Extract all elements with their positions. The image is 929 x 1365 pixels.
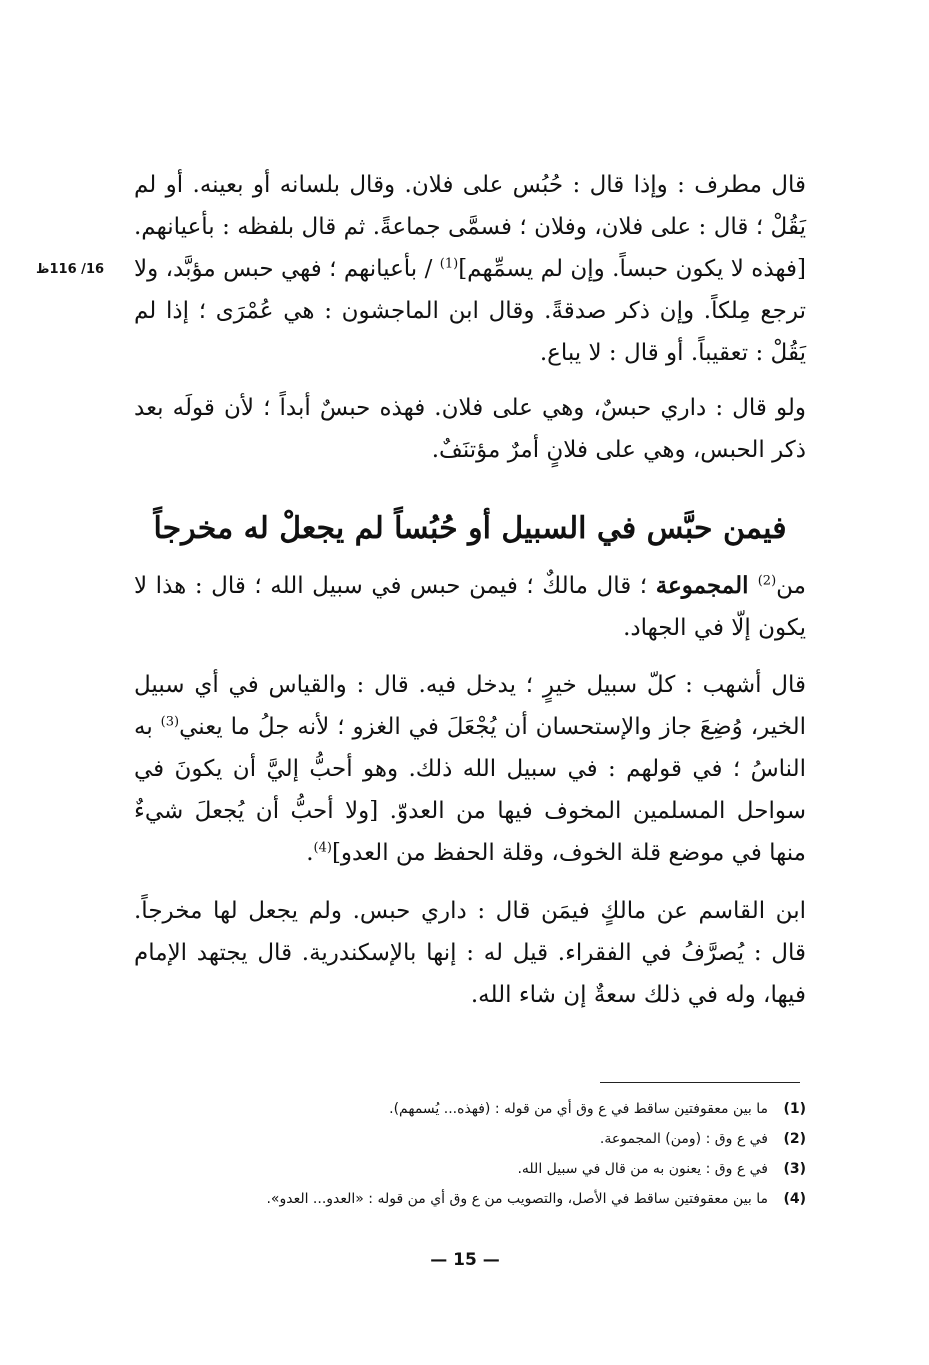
paragraph-1-tail: / بأعيانهم ؛ فهي حبس مؤبَّد، ولا ترجع مِلكاً. وإن ذكر صدقةً. وقال ابن الماجشون : هي عُمْرَى ؛ إذا لم يَقُلْ : تعقيباً. أو قال : لا يباع. bbox=[134, 256, 806, 366]
footnote-number: (2) bbox=[783, 1131, 806, 1147]
margin-note: 16/ 116ظ bbox=[36, 262, 105, 277]
footnote-ref-2[interactable]: (2) bbox=[757, 573, 777, 589]
paragraph-4-c: . bbox=[306, 840, 314, 866]
footnote-text: ما بين معقوفتين ساقط في الأصل، والتصويب من ع وق أي من قوله : «العدو... العدو». bbox=[266, 1191, 768, 1207]
footnote-divider bbox=[600, 1082, 800, 1083]
paragraph-4 bbox=[134, 664, 806, 874]
paragraph-1 bbox=[134, 164, 806, 374]
footnote-text: في ع وق : (ومن) المجموعة. bbox=[599, 1131, 768, 1147]
footnote-item bbox=[134, 1154, 806, 1184]
footnote-number: (1) bbox=[783, 1101, 806, 1117]
footnote-ref-4[interactable]: (4) bbox=[313, 840, 332, 856]
paragraph-1-text: قال مطرف : وإذا قال : حُبُس على فلان. وقال بلسانه أو بعينه. أو لم يَقُلْ ؛ قال : على فلان، وفلان ؛ فسمَّى جماعةً. ثم قال بلفظه : بأعيانهم. [فهذه لا يكون حبساً. وإن لم يسمِّهم] bbox=[134, 172, 806, 282]
paragraph-3-rest: ؛ قال مالكٌ ؛ فيمن حبس في سبيل الله ؛ قال : هذا لا يكون إلّا في الجهاد. bbox=[134, 573, 806, 641]
paragraph-2-text: ولو قال : داري حبسٌ، وهي على فلان. فهذه حبسٌ أبداً ؛ لأن قولَه بعد ذكر الحبس، وهي على فلانٍ أمرٌ مؤتنَفٌ. bbox=[134, 395, 806, 463]
footnote-text: ما بين معقوفتين ساقط في ع وق أي من قوله : (فهذه... يُسمهم). bbox=[389, 1101, 768, 1117]
footnote-item bbox=[134, 1124, 806, 1154]
footnotes bbox=[134, 1094, 806, 1214]
footnote-ref-1[interactable]: (1) bbox=[439, 256, 459, 272]
footnote-number: (3) bbox=[783, 1161, 806, 1177]
paragraph-5-text: ابن القاسم عن مالكٍ فيمَن قال : داري حبس. ولم يجعل لها مخرجاً. قال : يُصرَّفُ في الفقراء. قيل له : إنها بالإسكندرية. قال يجتهد الإمام فيها، وله في ذلك سعةٌ إن شاء الله. bbox=[134, 898, 806, 1008]
paragraph-4-a: قال أشهب : كلّ سبيل خيرٍ ؛ يدخل فيه. قال : والقياس في أي سبيل الخير، وُضِعَ جاز والإستحسان أن يُجْعَلَ في الغزو ؛ لأنه جلُ ما يعني bbox=[134, 672, 806, 740]
paragraph-3 bbox=[134, 565, 806, 649]
footnote-number: (4) bbox=[783, 1191, 806, 1207]
paragraph-5 bbox=[134, 890, 806, 1016]
source-name: المجموعة bbox=[655, 572, 758, 599]
footnote-item bbox=[134, 1184, 806, 1214]
paragraph-4-b: به الناسُ ؛ في قولهم : في سبيل الله ذلك. وهو أحبُّ إليَّ أن يكونَ في سواحل المسلمين المخوف فيها من العدوّ. [ولا أحبُّ أن يُجعلَ شيءٌ منها في موضع قلة الخوف، وقلة الحفظ من العدو] bbox=[134, 714, 806, 866]
paragraph-3-pre: من bbox=[776, 573, 806, 599]
paragraph-2 bbox=[134, 387, 806, 471]
section-heading: فيمن حبَّس في السبيل أو حُبُساً لم يجعلْ له مخرجاً bbox=[153, 511, 787, 546]
footnote-ref-3[interactable]: (3) bbox=[160, 714, 180, 730]
footnote-text: في ع وق : يعنون به من قال في سبيل الله. bbox=[517, 1161, 768, 1177]
footnote-item bbox=[134, 1094, 806, 1124]
page-number: — 15 — bbox=[430, 1250, 500, 1270]
